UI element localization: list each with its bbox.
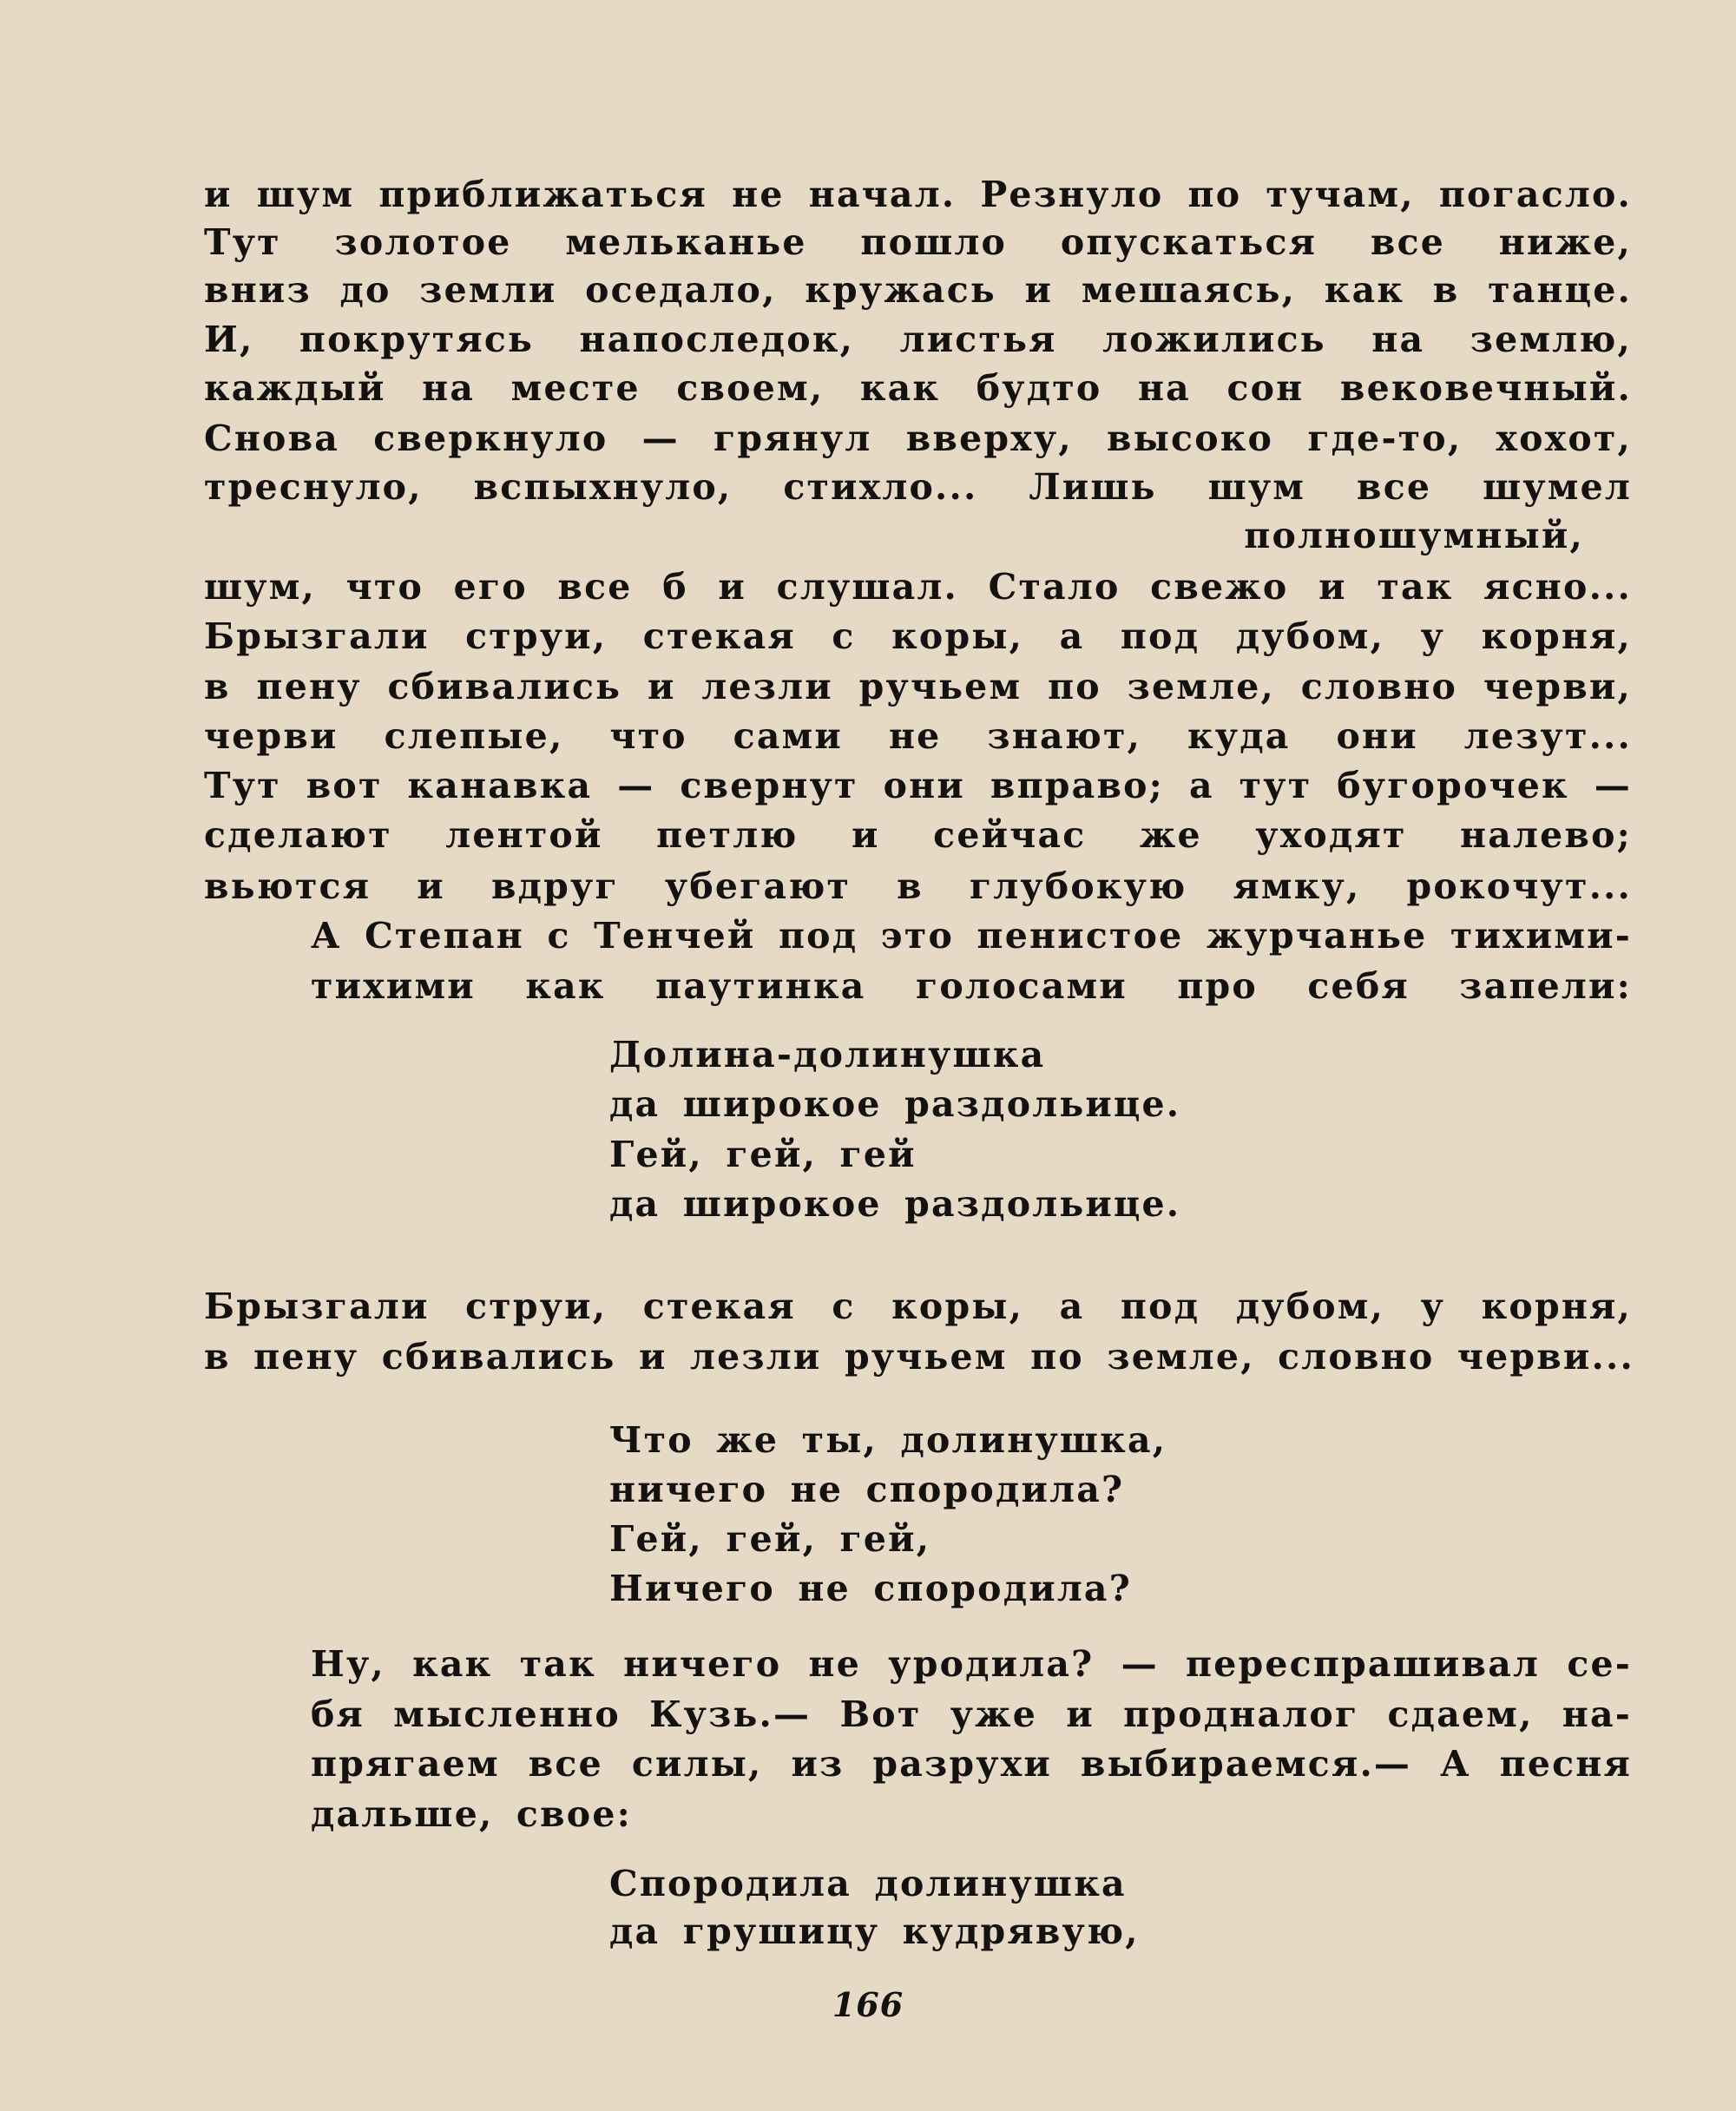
text-line: шум, что его все б и слушал. Стало свежо и так ясно...	[204, 566, 1632, 608]
verse-line: Гей, гей, гей	[609, 1134, 917, 1175]
verse-line: ничего не спородила?	[609, 1469, 1125, 1510]
text-line: каждый на месте своем, как будто на сон вековечный.	[204, 367, 1632, 409]
verse-line: да грушицу кудрявую,	[609, 1910, 1140, 1952]
text-line: Тут вот канавка — свернут они вправо; а тут бугорочек —	[204, 765, 1632, 806]
text-line: прягаем все силы, из разрухи выбираемся.— А песня	[311, 1743, 1632, 1785]
text-line: в пену сбивались и лезли ручьем по земле, словно черви...	[204, 1336, 1634, 1378]
text-line: вьются и вдруг убегают в глубокую ямку, рокочут...	[204, 865, 1632, 907]
text-line: и шум приближаться не начал. Резнуло по тучам, погасло.	[204, 174, 1632, 215]
text-line: сделают лентой петлю и сейчас же уходят налево;	[204, 814, 1632, 856]
page-number: 166	[832, 1985, 904, 2024]
text-line: вниз до земли оседало, кружась и мешаясь, как в танце.	[204, 269, 1632, 311]
text-line: черви слепые, что сами не знают, куда они лезут...	[204, 715, 1632, 757]
verse-line: Гей, гей, гей,	[609, 1518, 931, 1560]
text-line: А Степан с Тенчей под это пенистое журчанье тихими-	[311, 915, 1632, 957]
text-line: Брызгали струи, стекая с коры, а под дубом, у корня,	[204, 1286, 1632, 1327]
text-line: Ну, как так ничего не уродила? — переспрашивал се-	[311, 1643, 1632, 1685]
text-line: дальше, свое:	[311, 1793, 632, 1835]
verse-line: Ничего не спородила?	[609, 1568, 1132, 1609]
verse-line: Спородила долинушка	[609, 1863, 1127, 1904]
text-line: треснуло, вспыхнуло, стихло... Лишь шум все шумел	[204, 466, 1632, 508]
text-line: Тут золотое мельканье пошло опускаться все ниже,	[204, 221, 1632, 263]
verse-line: Что же ты, долинушка,	[609, 1419, 1167, 1461]
verse-line: да широкое раздольице.	[609, 1083, 1181, 1125]
text-line: в пену сбивались и лезли ручьем по земле, словно черви,	[204, 666, 1632, 707]
text-line: тихими как паутинка голосами про себя запели:	[311, 965, 1632, 1007]
text-line: Брызгали струи, стекая с коры, а под дубом, у корня,	[204, 615, 1632, 657]
text-line: полношумный,	[1244, 515, 1584, 556]
verse-line: да широкое раздольице.	[609, 1183, 1181, 1225]
text-line: Снова сверкнуло — грянул вверху, высоко где-то, хохот,	[204, 418, 1632, 459]
text-line: бя мысленно Кузь.— Вот уже и продналог сдаем, на-	[311, 1693, 1632, 1735]
verse-line: Долина-долинушка	[609, 1034, 1046, 1075]
text-line: И, покрутясь напоследок, листья ложились на землю,	[204, 319, 1632, 360]
